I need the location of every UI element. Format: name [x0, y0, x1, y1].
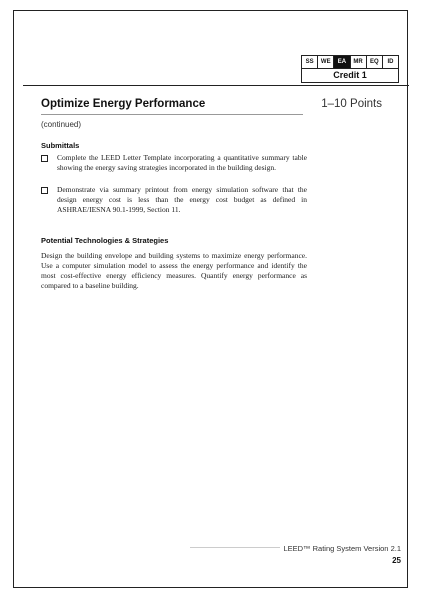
strategies-paragraph: Design the building envelope and building systems to maximize energy performance. Use a computer simulation model to assess the energy performance and identify the most cost-effective energy efficiency measures. Quantify energy performance as compared to a baseline building. [41, 251, 307, 290]
footer-text: LEED™ Rating System Version 2.1 [280, 544, 401, 553]
category-tab-eq: EQ [367, 56, 383, 68]
points-label: 1–10 Points [321, 98, 382, 110]
submittal-text: Complete the LEED Letter Template incorporating a quantitative summary table showing the energy saving strategies incorporated in the building design. [57, 153, 307, 172]
credit-label: Credit 1 [333, 70, 367, 80]
credit-category-box [301, 55, 399, 83]
category-tab-mr: MR [351, 56, 367, 68]
checkbox-icon [41, 155, 48, 162]
title-rule [41, 114, 303, 115]
page-number: 25 [392, 556, 401, 565]
category-tabs [302, 56, 398, 69]
submittal-text: Demonstrate via summary printout from energy simulation software that the design energy cost is less than the energy cost budget as defined in ASHRAE/IESNA 90.1-1999, Section 11. [57, 185, 307, 214]
submittal-item [41, 153, 307, 173]
category-tab-we: WE [318, 56, 334, 68]
strategies-heading: Potential Technologies & Strategies [41, 236, 169, 245]
document-page [13, 10, 408, 588]
category-tab-ea: EA [334, 56, 350, 68]
submittal-item [41, 185, 307, 215]
checkbox-icon [41, 187, 48, 194]
header-rule [23, 85, 409, 86]
page-title: Optimize Energy Performance [41, 98, 206, 110]
category-tab-id: ID [387, 59, 394, 65]
continued-label: (continued) [41, 120, 82, 129]
submittals-heading: Submittals [41, 141, 80, 150]
category-tab-ss: SS [302, 56, 318, 68]
